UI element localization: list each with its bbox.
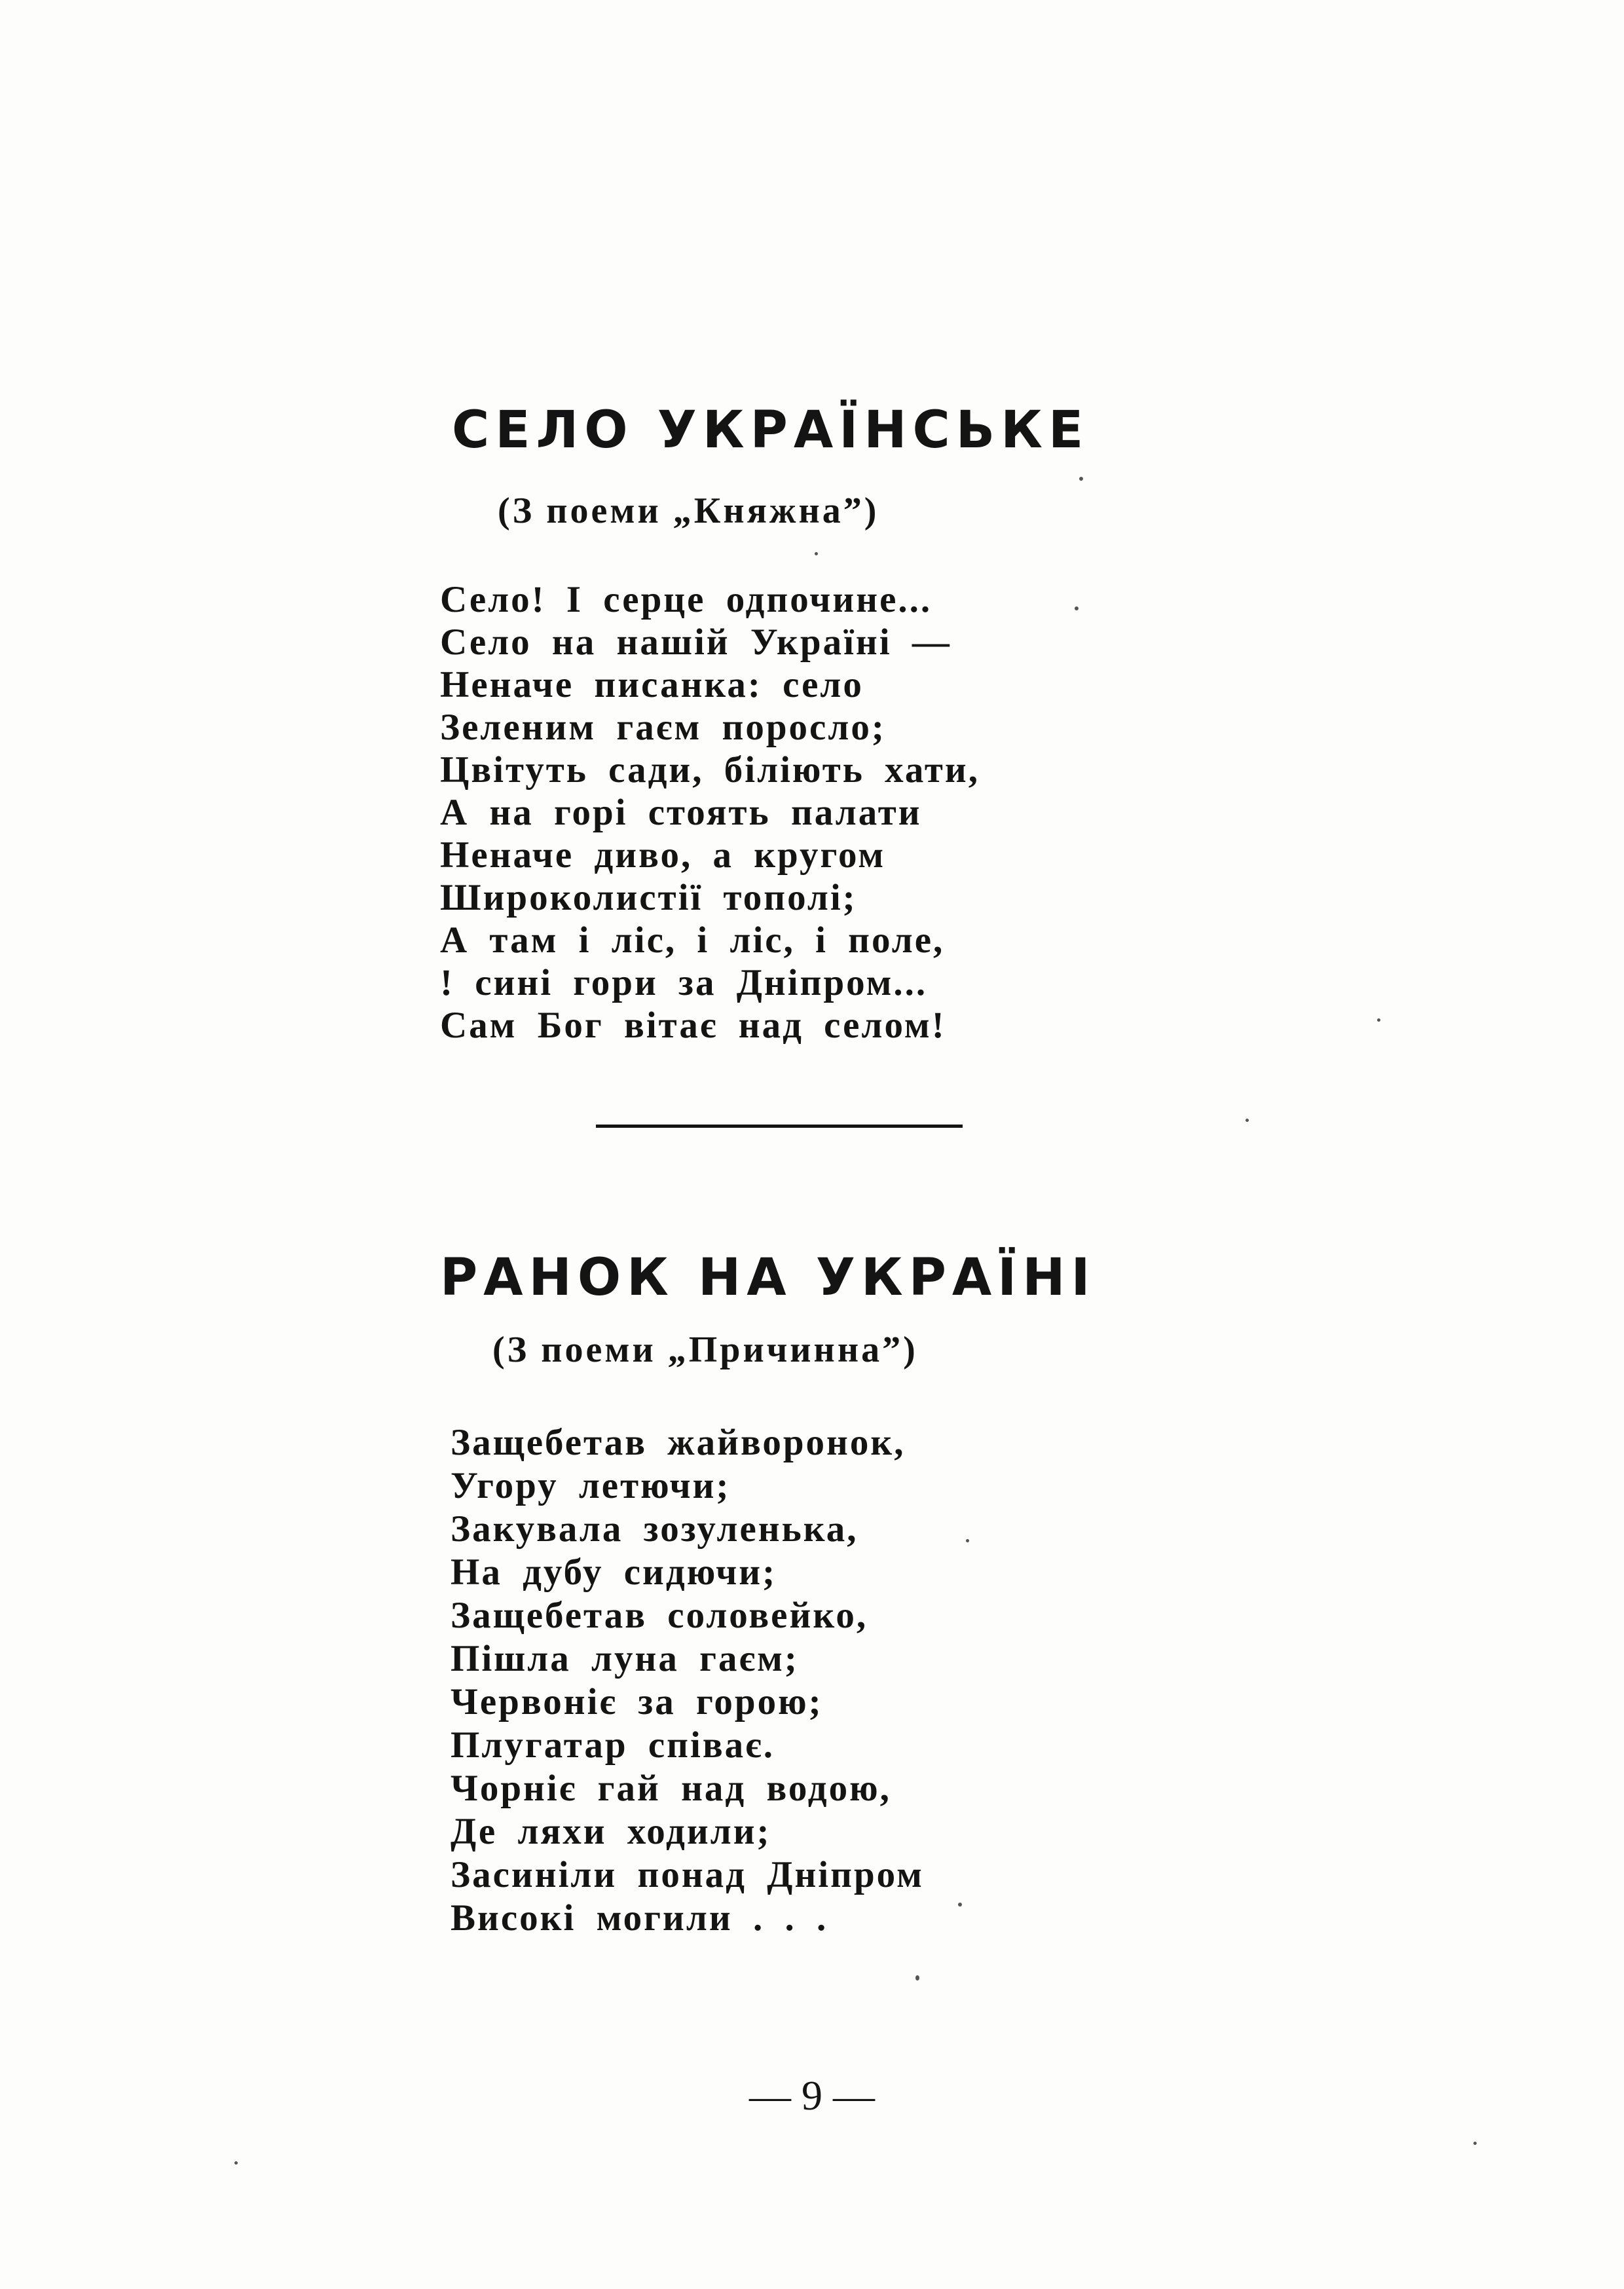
verse-line: На дубу сидючи; (451, 1552, 777, 1593)
verse-line: Цвітуть сади, біліють хати, (440, 749, 980, 791)
verse-line: Неначе диво, а кругом (440, 834, 886, 876)
scan-speck (1473, 2142, 1477, 2145)
scan-speck (1377, 1018, 1380, 1022)
scan-speck (234, 2161, 238, 2165)
verse-line: Сам Бог вітає над селом! (440, 1005, 946, 1046)
verse-line: Закувала зозуленька, (451, 1508, 858, 1550)
verse-line: Неначе писанка: село (440, 664, 864, 705)
verse-line: Село на нашій Україні — (440, 622, 951, 663)
scan-speck (966, 1539, 969, 1542)
poem-2-subtitle: (З поеми „Причинна”) (492, 1330, 918, 1370)
verse-line: Червоніє за горою; (451, 1681, 823, 1722)
poem-2-title: РАНОК НА УКРАЇНІ (440, 1248, 1096, 1307)
scan-speck (958, 1903, 962, 1907)
verse-line: А на горі стоять палати (440, 792, 922, 833)
scan-speck (915, 1975, 919, 1981)
verse-line: Пішла луна гаєм; (451, 1638, 799, 1679)
verse-line: Село! І серце одпочине... (440, 579, 932, 620)
verse-line: Широколистії тополі; (440, 877, 857, 918)
poem-1-verse (440, 578, 980, 1047)
scan-speck (1075, 606, 1079, 610)
verse-line: Високі могили . . . (451, 1897, 828, 1939)
verse-line: Плугатар співає. (451, 1724, 775, 1766)
verse-line: ! сині гори за Дніпром... (440, 962, 928, 1003)
verse-line: Угору летючи; (451, 1465, 731, 1506)
page-number: — 9 — (749, 2072, 875, 2119)
poem-1-subtitle: (З поеми „Княжна”) (498, 491, 879, 531)
scan-speck (815, 552, 818, 555)
section-divider (596, 1125, 963, 1128)
verse-line: Зеленим гаєм поросло; (440, 707, 886, 748)
poem-2-verse (451, 1421, 924, 1940)
scan-speck (1246, 1119, 1249, 1122)
verse-line: Засиніли понад Дніпром (451, 1854, 924, 1895)
verse-line: А там і ліс, і ліс, і поле, (440, 920, 945, 961)
verse-line: Защебетав соловейко, (451, 1595, 868, 1636)
verse-line: Защебетав жайворонок, (451, 1422, 906, 1463)
poem-1-title: СЕЛО УКРАЇНСЬКЕ (452, 401, 1090, 460)
scan-speck (1079, 477, 1083, 481)
verse-line: Де ляхи ходили; (451, 1811, 771, 1852)
verse-line: Чорніє гай над водою, (451, 1768, 891, 1809)
